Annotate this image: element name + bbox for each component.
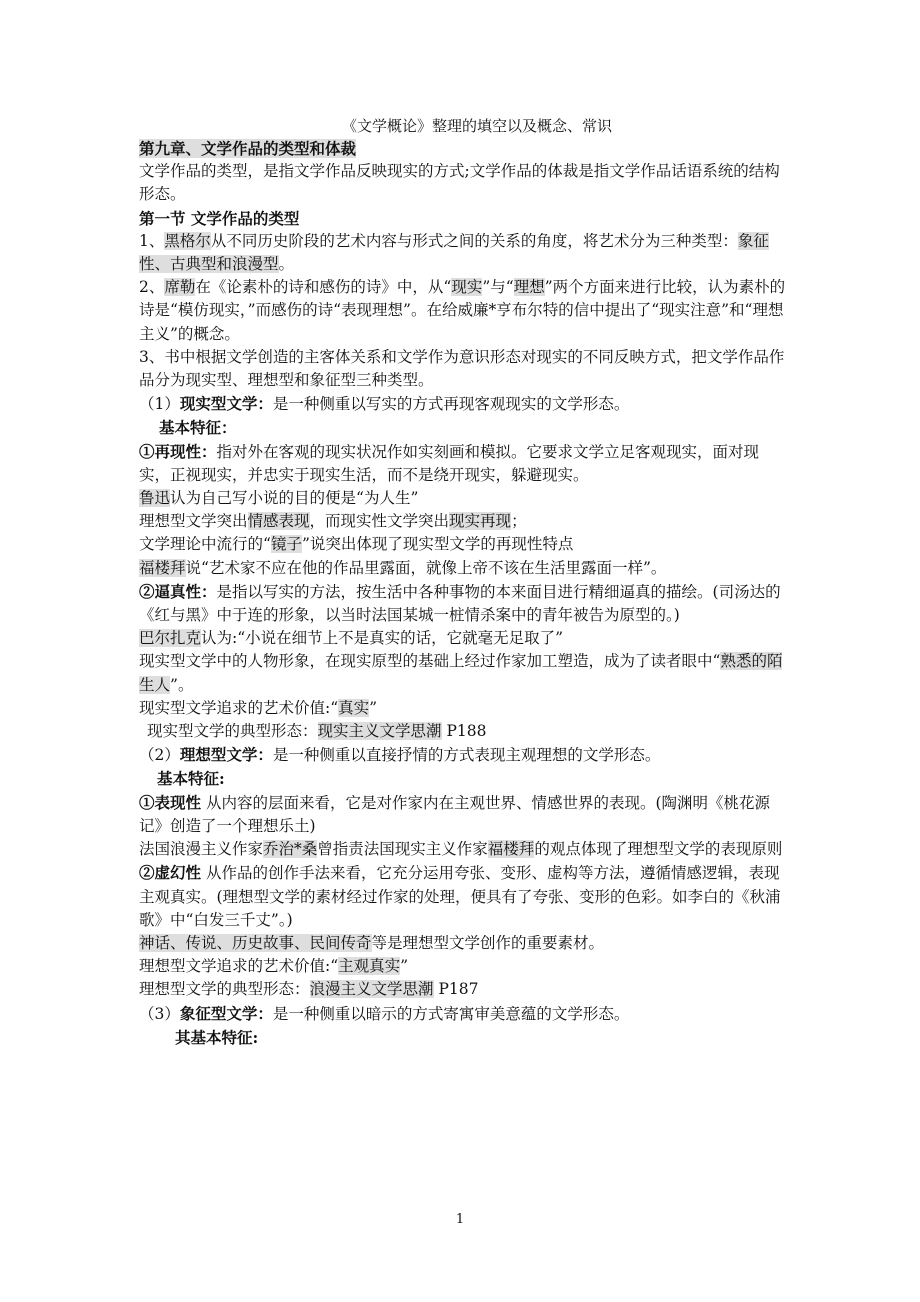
symbol-features-label: 其基本特征:: [175, 1027, 259, 1047]
ideal-feature-2: ②虚幻性 从作品的创作手法来看，它充分运用夸张、变形、虚构等方法，遵循情感逻辑，表现主观真实。(理想型文学的素材经过作家的处理，便具有了夸张、变形的色彩。如李白的《秋浦歌》中“白发三千丈”。): [139, 863, 781, 929]
ideal-form-line: 理想型文学的典型形态：浪漫主义文学思潮 P187: [139, 980, 479, 999]
chapter-intro: 文学作品的类型，是指文学作品反映现实的方式;文学作品的体裁是指文学作品话语系统的结构形态。: [139, 162, 780, 204]
ideal-feature-1: ①表现性 从内容的层面来看，它是对作家内在主观世界、情感世界的表现。(陶渊明《桃花源记》创造了一个理想乐土): [139, 792, 770, 835]
ideal-features-label: 基本特征:: [157, 769, 225, 789]
symbol-type-heading: （3）象征型文学：是一种侧重以暗示的方式寄寓审美意蕴的文学形态。: [139, 1003, 630, 1023]
balzac-line: 巴尔扎克认为:“小说在细节上不是真实的话，它就毫无足取了”: [139, 629, 564, 648]
sand-line: 法国浪漫主义作家乔治*桑曾指责法国现实主义作家福楼拜的观点体现了理想型文学的表现原则: [139, 840, 783, 859]
real-type-heading: （1）现实型文学：是一种侧重以写实的方式再现客观现实的文学形态。: [139, 394, 630, 414]
real-value-line: 现实型文学追求的艺术价值:“真实”: [139, 698, 378, 717]
character-line: 现实型文学中的人物形象，在现实原型的基础上经过作家加工塑造，成为了读者眼中“熟悉的陌生人”。: [139, 652, 783, 694]
ideal-type-heading: （2）理想型文学：是一种侧重以直接抒情的方式表现主观理想的文学形态。: [139, 745, 661, 765]
myth-line: 神话、传说、历史故事、民间传奇等是理想型文学创作的重要素材。: [139, 933, 605, 952]
mirror-line: 文学理论中流行的“镜子”说突出体现了现实型文学的再现性特点: [139, 535, 574, 554]
luxun-line: 鲁迅认为自己写小说的目的便是“为人生”: [139, 489, 419, 508]
real-features-label: 基本特征：: [159, 418, 237, 438]
flaubert-line: 福楼拜说“艺术家不应在他的作品里露面，就像上帝不该在生活里露面一样”。: [139, 558, 667, 577]
document-title: 《文学概论》整理的填空以及概念、常识: [341, 117, 612, 135]
ideal-value-line: 理想型文学追求的艺术价值:“主观真实”: [139, 957, 409, 976]
paragraph-hegel: 1、黑格尔从不同历史阶段的艺术内容与形式之间的关系的角度，将艺术分为三种类型：象征性、古典型和浪漫型。: [139, 231, 769, 274]
page-number: 1: [455, 1212, 465, 1227]
real-feature-1: ①再现性：指对外在客观的现实状况作如实刻画和模拟。它要求文学立足客观现实，面对现实，正视现实，并忠实于现实生活，而不是绕开现实，躲避现实。: [139, 441, 760, 484]
document-body: [139, 115, 787, 1049]
chapter-heading: 第九章、文学作品的类型和体裁: [139, 139, 357, 158]
contrast-line: 理想型文学突出情感表现，而现实性文学突出现实再现；: [139, 512, 527, 531]
highlight-hegel: 黑格尔: [164, 231, 211, 250]
highlight-art-types: 象征性、古典型和浪漫型: [139, 231, 769, 274]
real-feature-2: ②逼真性：是指以写实的方法，按生活中各种事物的本来面目进行精细逼真的描绘。(司汤达的《红与黑》中于连的形象，以当时法国某城一桩情杀案中的青年被告为原型的。): [139, 581, 781, 625]
real-form-line: 现实型文学的典型形态：现实主义文学思潮 P188: [147, 722, 487, 741]
paragraph-three-types: 3、书中根据文学创造的主客体关系和文学作为意识形态对现实的不同反映方式，把文学作品作品分为现实型、理想型和象征型三种类型。: [139, 347, 785, 390]
paragraph-schiller: 2、席勒在《论素朴的诗和感伤的诗》中，从“现实”与“理想”两个方面来进行比较，认为素朴的诗是“模仿现实，”而感伤的诗“表现理想”。在给威廉*亨布尔特的信中提出了“现实注意”和“理想主义”的概念。: [139, 278, 786, 343]
highlight-schiller: 席勒: [164, 278, 196, 297]
section-heading: 第一节 文学作品的类型: [139, 208, 300, 228]
